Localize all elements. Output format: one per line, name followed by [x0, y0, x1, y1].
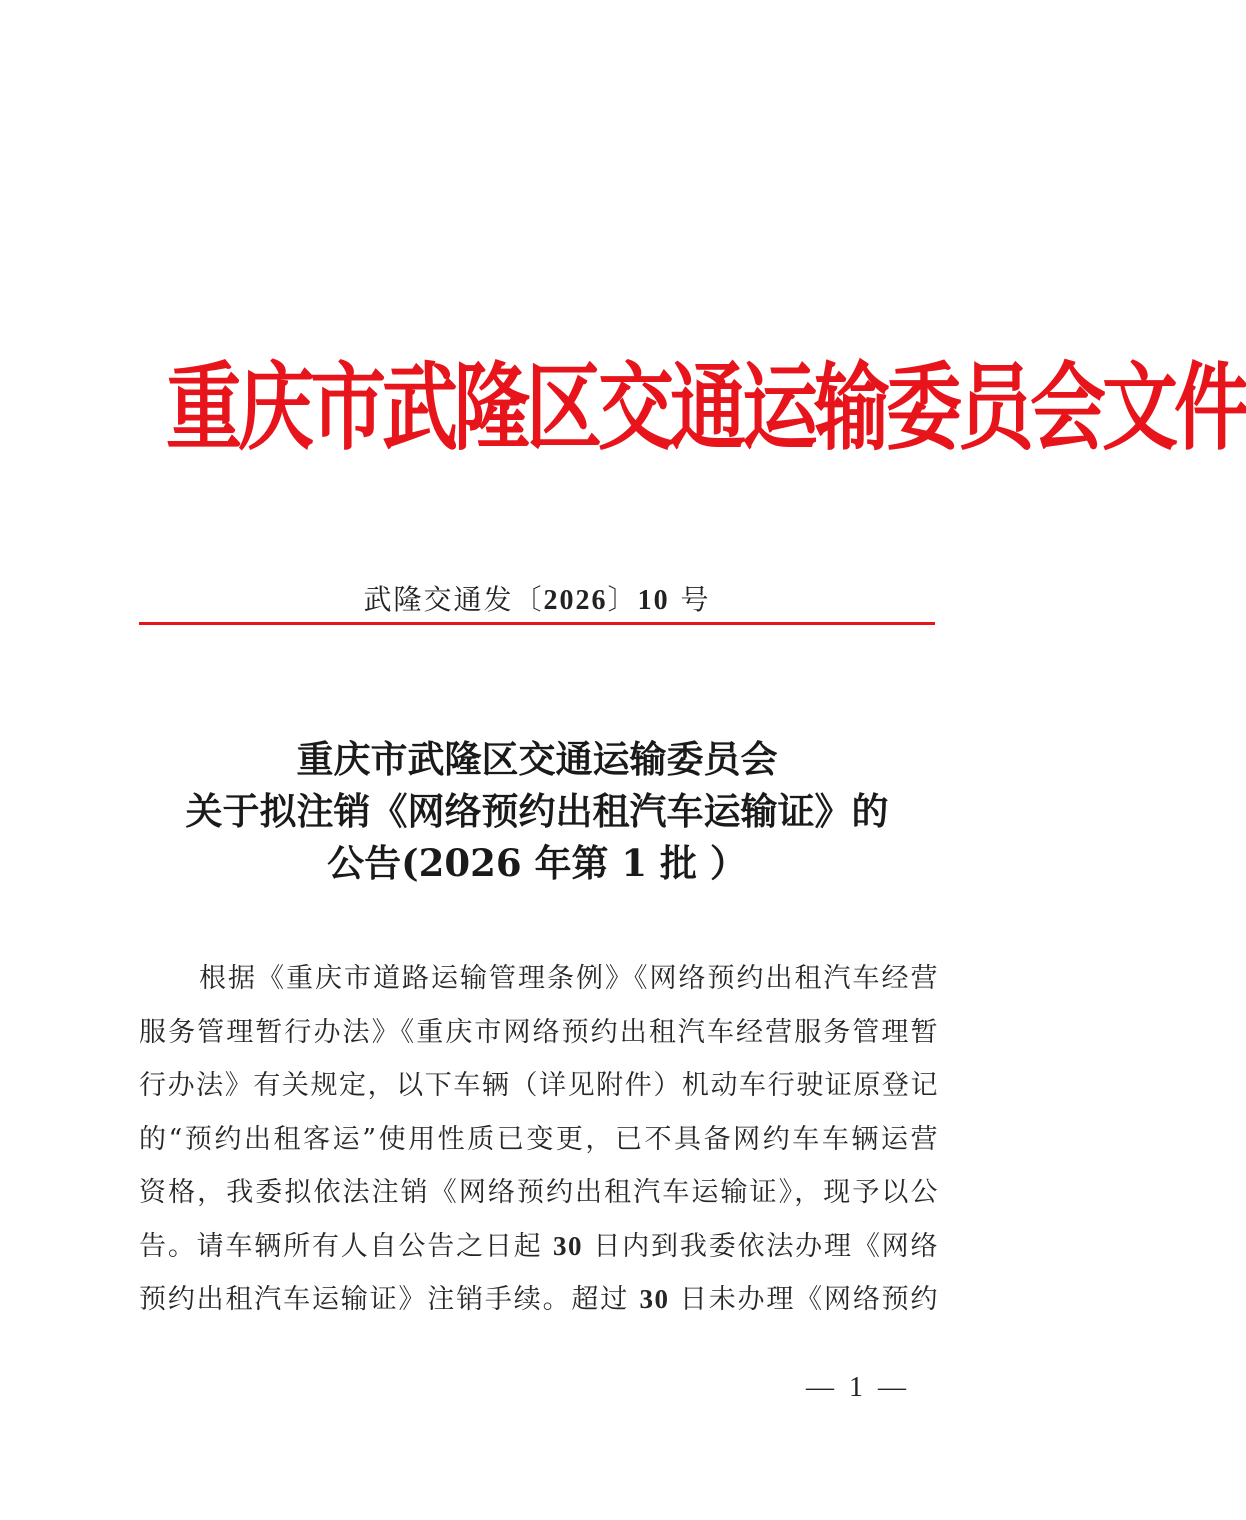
body-line: 告。请车辆所有人自公告之日起 30 日内到我委依法办理《网络 — [139, 1230, 939, 1262]
header-char: 文 — [1102, 351, 1174, 463]
header-char: 会 — [1030, 351, 1102, 463]
body-line: 根据《重庆市道路运输管理条例》《网络预约出租汽车经营 — [199, 963, 939, 994]
document-title — [0, 733, 1074, 889]
body-line: 行办法》有关规定，以下车辆（详见附件）机动车行驶证原登记 — [139, 1070, 939, 1101]
red-divider-line — [139, 622, 935, 625]
title-line-3: 公告(2026 年第 1 批 ） — [327, 841, 747, 885]
header-char: 运 — [742, 351, 814, 463]
header-char: 交 — [598, 351, 670, 463]
body-line: 服务管理暂行办法》《重庆市网络预约出租汽车经营服务管理暂 — [139, 1016, 939, 1048]
header-char: 区 — [526, 351, 598, 463]
title-line-2: 关于拟注销《网络预约出租汽车运输证》的 — [185, 789, 889, 833]
body-line: 预约出租汽车运输证》注销手续。超过 30 日未办理《网络预约 — [139, 1284, 939, 1315]
header-char: 武 — [382, 351, 454, 463]
document-number: 武隆交通发〔2026〕10 号 — [363, 583, 711, 616]
red-header-title — [166, 338, 1246, 478]
body-line: 的“预约出租客运”使用性质已变更，已不具备网约车车辆运营 — [139, 1123, 939, 1155]
header-char: 重 — [166, 351, 238, 463]
title-line-1: 重庆市武隆区交通运输委员会 — [296, 737, 778, 781]
header-char: 员 — [958, 351, 1030, 463]
header-char: 通 — [670, 351, 742, 463]
header-char: 隆 — [454, 351, 526, 463]
body-line: 资格，我委拟依法注销《网络预约出租汽车运输证》，现予以公 — [139, 1177, 939, 1208]
header-char: 庆 — [238, 351, 310, 463]
page-number: — 1 — — [806, 1372, 910, 1403]
header-char: 件 — [1174, 351, 1246, 463]
header-char: 输 — [814, 351, 886, 463]
body-paragraph — [139, 952, 939, 1327]
header-char: 市 — [310, 351, 382, 463]
header-char: 委 — [886, 351, 958, 463]
